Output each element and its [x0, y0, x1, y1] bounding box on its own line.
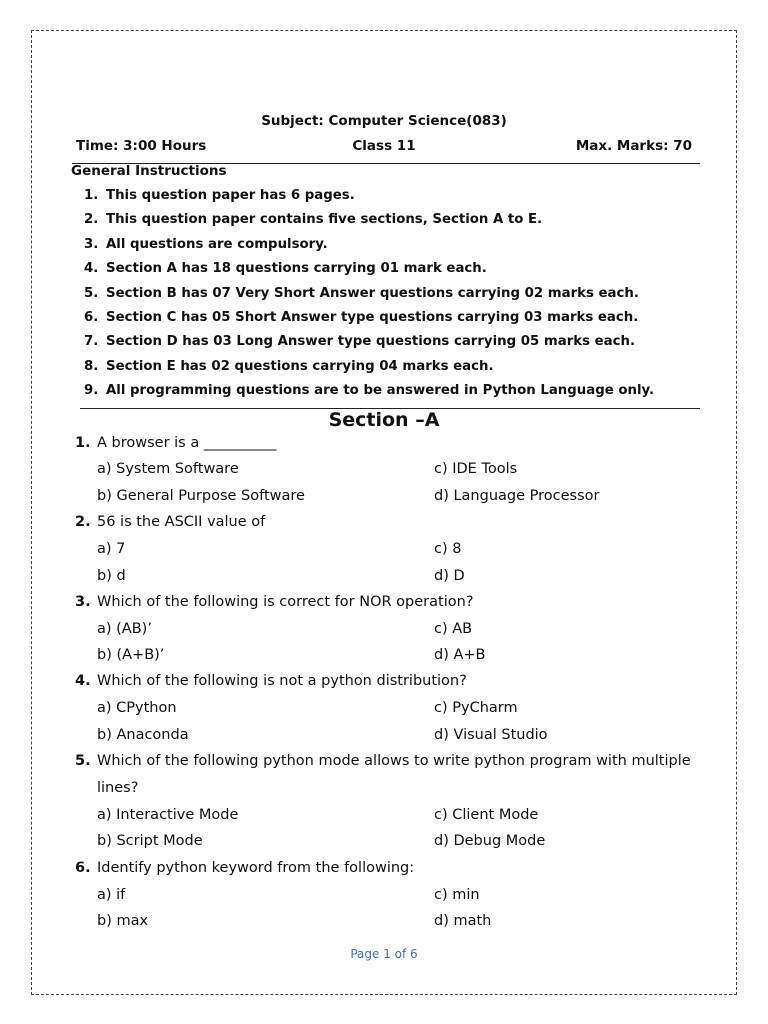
option-c: c) min	[434, 887, 480, 903]
option-c: c) IDE Tools	[434, 461, 518, 477]
option-d: d) A+B	[434, 647, 486, 663]
option-d: d) math	[434, 913, 492, 929]
instruction-item: 6. Section C has 05 Short Answer type questions carrying 03 marks each.	[84, 309, 639, 325]
option-a: a) Interactive Mode	[97, 807, 239, 823]
option-a: a) (AB)’	[97, 621, 152, 637]
instruction-item: 9. All programming questions are to be answered in Python Language only.	[84, 383, 655, 399]
option-a: a) CPython	[97, 700, 177, 716]
section-title: Section –A	[328, 409, 440, 431]
instruction-item: 7. Section D has 03 Long Answer type questions carrying 05 marks each.	[84, 334, 636, 350]
instruction-item: 1. This question paper has 6 pages.	[84, 188, 355, 203]
option-c: c) PyCharm	[434, 700, 518, 716]
option-d: d) Language Processor	[434, 488, 600, 504]
option-c: c) AB	[434, 621, 473, 637]
question-1: 1. A browser is a __________	[75, 435, 277, 451]
option-d: d) D	[434, 568, 465, 584]
option-b: b) Anaconda	[97, 727, 189, 743]
option-b: b) d	[97, 568, 126, 584]
option-b: b) (A+B)’	[97, 647, 165, 663]
instruction-item: 5. Section B has 07 Very Short Answer questions carrying 02 marks each.	[84, 285, 639, 301]
class-label: Class 11	[352, 138, 416, 154]
time-label: Time: 3:00 Hours	[76, 138, 207, 154]
question-3: 3. Which of the following is correct for NOR operation?	[75, 594, 474, 610]
max-marks-label: Max. Marks: 70	[575, 138, 692, 154]
option-c: c) 8	[434, 541, 462, 557]
option-b: b) Script Mode	[97, 833, 203, 849]
option-b: b) max	[97, 913, 149, 929]
option-a: a) if	[97, 887, 126, 903]
instruction-item: 4. Section A has 18 questions carrying 01 mark each.	[84, 261, 487, 277]
option-a: a) System Software	[97, 461, 239, 477]
question-5: 5. Which of the following python mode allows to write python program with multiple lines?	[75, 753, 691, 796]
option-c: c) Client Mode	[434, 807, 539, 823]
question-6: 6. Identify python keyword from the following:	[75, 860, 415, 876]
instructions-title: General Instructions	[71, 163, 227, 179]
instruction-item: 8. Section E has 02 questions carrying 04 marks each.	[84, 358, 494, 374]
subject-heading: Subject: Computer Science(083)	[261, 113, 507, 129]
option-d: d) Debug Mode	[434, 833, 546, 849]
option-a: a) 7	[97, 541, 126, 557]
instructions-list	[84, 186, 654, 406]
question-2: 2. 56 is the ASCII value of	[75, 514, 266, 530]
option-b: b) General Purpose Software	[97, 488, 305, 504]
instruction-item: 3. All questions are compulsory.	[84, 236, 328, 252]
page-number: Page 1 of 6	[350, 947, 418, 961]
question-4: 4. Which of the following is not a python distribution?	[75, 673, 467, 689]
option-d: d) Visual Studio	[434, 727, 548, 743]
instruction-item: 2. This question paper contains five sections, Section A to E.	[84, 212, 543, 228]
